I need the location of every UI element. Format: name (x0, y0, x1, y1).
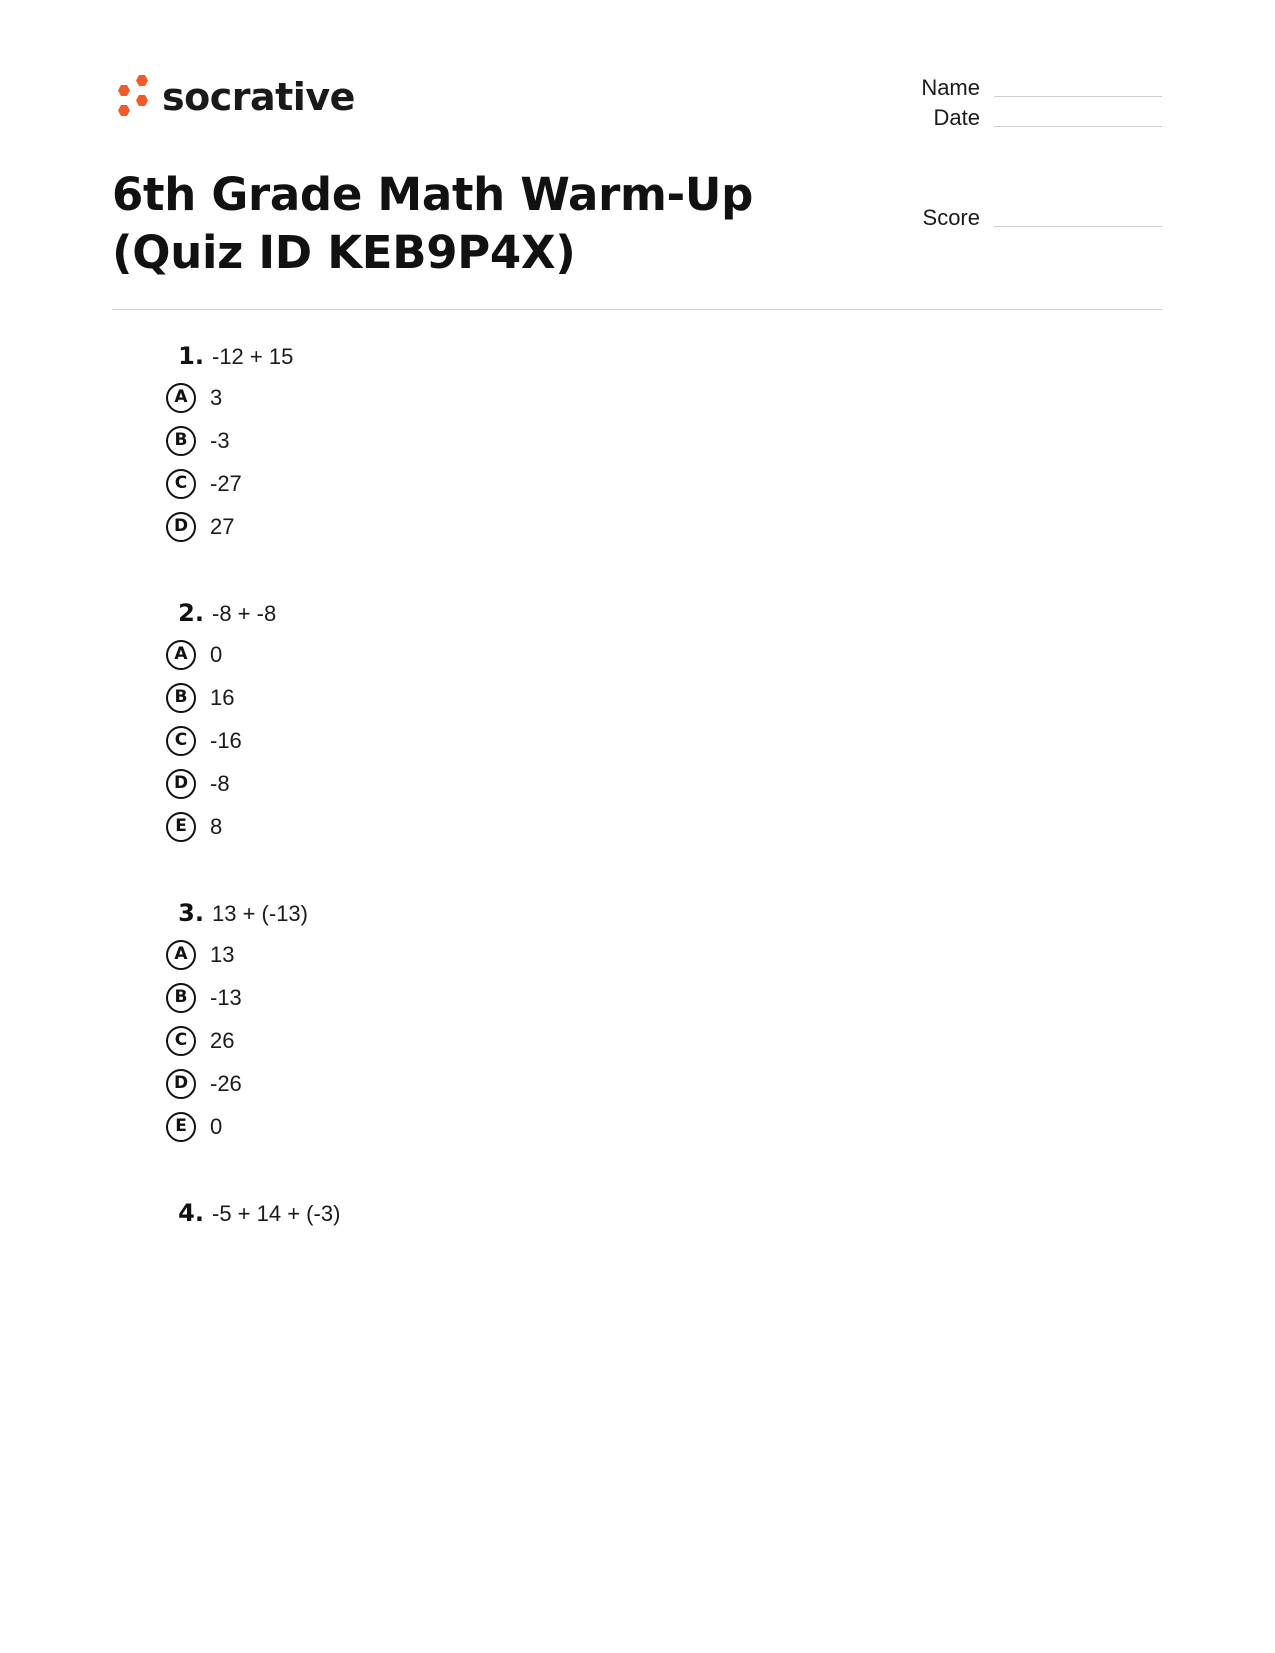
choice-d[interactable] (166, 505, 1066, 548)
name-field[interactable] (880, 76, 1162, 100)
answer-bubble[interactable]: E (166, 812, 196, 842)
choice-text: 0 (210, 1113, 223, 1139)
question-1 (166, 342, 1066, 548)
question-number: 2. (178, 599, 204, 627)
choice-b[interactable] (166, 976, 1066, 1019)
choice-text: -26 (210, 1070, 242, 1096)
answer-bubble[interactable]: C (166, 726, 196, 756)
question-header (166, 342, 1066, 376)
page-title: 6th Grade Math Warm-Up (Quiz ID KEB9P4X) (112, 168, 754, 279)
answer-bubble[interactable]: C (166, 469, 196, 499)
answer-bubble[interactable]: B (166, 983, 196, 1013)
question-text: -8 + -8 (212, 601, 277, 626)
choice-text: 3 (210, 384, 223, 410)
question-number: 1. (178, 342, 204, 370)
answer-bubble[interactable]: D (166, 769, 196, 799)
question-header (166, 599, 1066, 633)
choice-e[interactable] (166, 805, 1066, 848)
name-label: Name (921, 75, 980, 100)
question-list (166, 342, 1066, 1233)
answer-bubble[interactable]: A (166, 640, 196, 670)
choice-text: -27 (210, 470, 242, 496)
answer-bubble[interactable]: A (166, 940, 196, 970)
choice-text: -3 (210, 427, 230, 453)
choice-text: -16 (210, 727, 242, 753)
question-number: 3. (178, 899, 204, 927)
date-line[interactable] (994, 126, 1162, 127)
choice-text: 27 (210, 513, 235, 539)
choice-text: 8 (210, 813, 223, 839)
answer-bubble[interactable]: D (166, 1069, 196, 1099)
brand-logo (112, 72, 355, 126)
question-4 (166, 1199, 1066, 1233)
choice-e[interactable] (166, 1105, 1066, 1148)
choice-b[interactable] (166, 676, 1066, 719)
question-header (166, 899, 1066, 933)
header-divider (112, 309, 1162, 310)
question-text: -12 + 15 (212, 344, 294, 369)
choice-c[interactable] (166, 462, 1066, 505)
question-header (166, 1199, 1066, 1233)
answer-bubble[interactable]: C (166, 1026, 196, 1056)
choice-text: 16 (210, 684, 235, 710)
answer-bubble[interactable]: B (166, 683, 196, 713)
choice-c[interactable] (166, 719, 1066, 762)
date-label: Date (933, 105, 980, 130)
answer-bubble[interactable]: E (166, 1112, 196, 1142)
choice-d[interactable] (166, 1062, 1066, 1105)
date-field[interactable] (880, 106, 1162, 130)
choice-text: 13 (210, 941, 235, 967)
answer-bubble[interactable]: A (166, 383, 196, 413)
choice-text: -13 (210, 984, 242, 1010)
socrative-hexagons-logo-icon (112, 74, 152, 124)
answer-bubble[interactable]: D (166, 512, 196, 542)
question-number: 4. (178, 1199, 204, 1227)
question-text: -5 + 14 + (-3) (212, 1201, 341, 1226)
brand-name: socrative (162, 75, 355, 119)
score-field[interactable] (880, 206, 1162, 230)
question-3 (166, 899, 1066, 1148)
choice-a[interactable] (166, 933, 1066, 976)
question-text: 13 + (-13) (212, 901, 308, 926)
choice-c[interactable] (166, 1019, 1066, 1062)
score-label: Score (922, 205, 980, 230)
choice-text: 26 (210, 1027, 235, 1053)
question-2 (166, 599, 1066, 848)
choice-a[interactable] (166, 376, 1066, 419)
choice-d[interactable] (166, 762, 1066, 805)
choice-text: -8 (210, 770, 230, 796)
answer-bubble[interactable]: B (166, 426, 196, 456)
score-line[interactable] (994, 226, 1162, 227)
choice-a[interactable] (166, 633, 1066, 676)
choice-text: 0 (210, 641, 223, 667)
choice-b[interactable] (166, 419, 1066, 462)
name-line[interactable] (994, 96, 1162, 97)
